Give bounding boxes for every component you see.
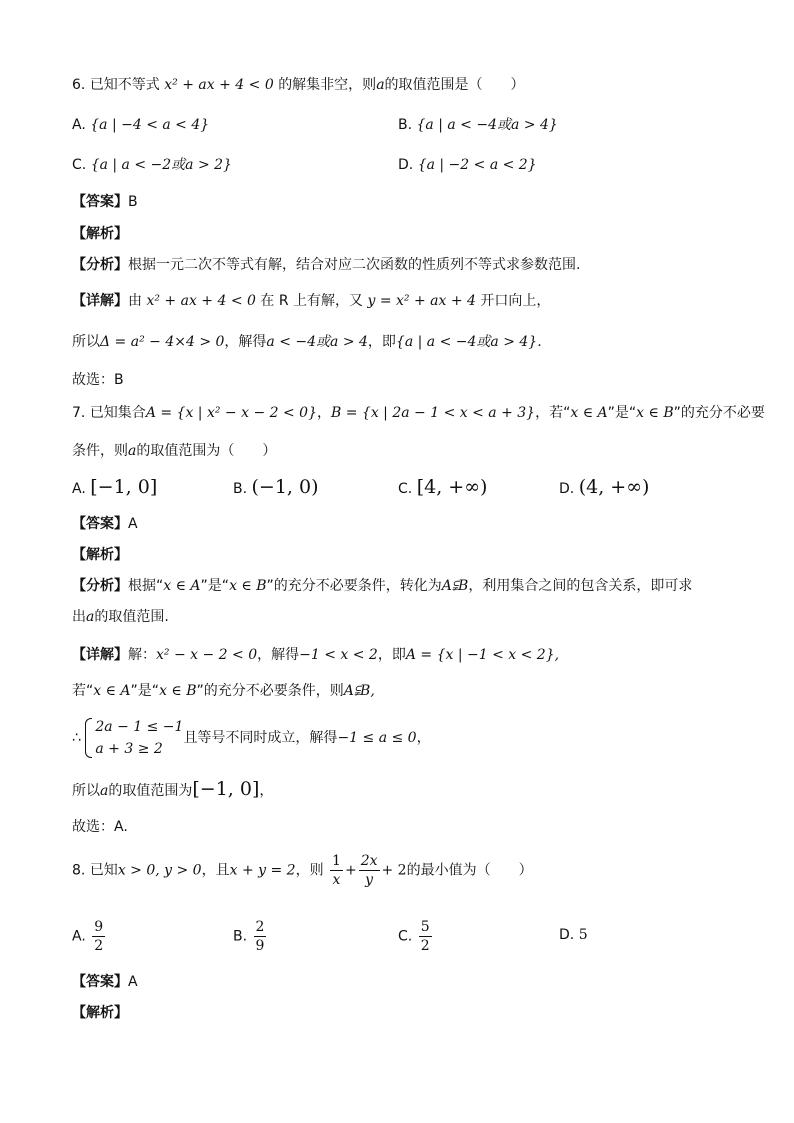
q7-stem-line1: 7. 已知集合A = {x | x² − x − 2 < 0}，B = {x | 2a − 1 < x < a + 3}，若“x ∈ A”是“x ∈ B”的充分不必要 <box>72 405 765 421</box>
q6-inequality: x² + ax + 4 < 0 <box>164 77 274 93</box>
q7-system: ∴ 2a − 1 ≤ −1 a + 3 ≥ 2 且等号不同时成立，解得−1 ≤ a ≤ 0， <box>72 716 431 760</box>
q7-xiangjie-line1: 【详解】解：x² − x − 2 < 0，解得−1 < x < 2，即A = {x | −1 < x < 2}, <box>72 647 560 663</box>
q7-option-b: B. (−1, 0) <box>233 476 319 498</box>
fraction: $\frac{5}{2}$ <box>420 919 430 954</box>
q8-option-d: D. 5 <box>559 927 588 943</box>
q8-option-a: A. $\frac{9}{2}$ <box>72 919 104 954</box>
q6-answer: 【答案】B <box>72 194 138 210</box>
q8-number: 8. <box>72 862 86 879</box>
fraction: $\frac{2}{9}$ <box>255 919 265 954</box>
q7-fenxi-line1: 【分析】根据“x ∈ A”是“x ∈ B”的充分不必要条件，转化为A⫋B，利用集合之间的包含关系，即可求 <box>72 578 693 594</box>
q8-answer: 【答案】A <box>72 974 138 990</box>
fraction-2x-over-y: $\frac{2x}{y}$ <box>360 853 378 888</box>
q7-option-c: C. [4, +∞) <box>398 476 488 498</box>
q6-option-a: A. {a | −4 < a < 4} <box>72 117 210 133</box>
q7-option-a: A. [−1, 0] <box>72 476 158 498</box>
therefore-symbol: ∴ <box>72 730 81 746</box>
q8-stem: 8. 已知x > 0, y > 0，且x + y = 2，则 $\frac{1}{x}$ + $\frac{2x}{y}$ + 2的最小值为（ ） <box>72 853 533 888</box>
q7-choose: 故选：A. <box>72 819 128 835</box>
q6-stem: 6. 已知不等式 x² + ax + 4 < 0 的解集非空，则a的取值范围是（ ） <box>72 77 525 93</box>
inequality-system: 2a − 1 ≤ −1 a + 3 ≥ 2 <box>85 716 183 760</box>
q8-option-c: C. $\frac{5}{2}$ <box>398 919 430 954</box>
q6-option-d: D. {a | −2 < a < 2} <box>398 157 537 173</box>
q7-set-b: B = {x | 2a − 1 < x < a + 3} <box>331 405 536 421</box>
q7-stem-line2: 条件，则a的取值范围为（ ） <box>72 443 277 459</box>
q7-result: 所以a的取值范围为[−1, 0]， <box>72 778 274 800</box>
q6-xiangjie-line2: 所以Δ = a² − 4×4 > 0，解得a < −4或a > 4，即{a | a < −4或a > 4}. <box>72 334 542 350</box>
q6-xiangjie-line1: 【详解】由 x² + ax + 4 < 0 在 R 上有解，又 y = x² + ax + 4 开口向上， <box>72 293 551 309</box>
q8-analysis-heading: 【解析】 <box>72 1005 128 1021</box>
q7-xiangjie-line2: 若“x ∈ A”是“x ∈ B”的充分不必要条件，则A⫋B, <box>72 683 375 699</box>
q8-option-b: B. $\frac{2}{9}$ <box>233 919 265 954</box>
q6-number: 6. <box>72 77 86 93</box>
fraction-one-over-x: $\frac{1}{x}$ <box>332 853 341 888</box>
q7-set-a: A = {x | x² − x − 2 < 0} <box>145 405 317 421</box>
q6-choose: 故选：B <box>72 372 124 388</box>
fraction: $\frac{9}{2}$ <box>94 919 104 954</box>
q6-option-b: B. {a | a < −4或a > 4} <box>398 117 558 133</box>
q7-option-d: D. (4, +∞) <box>559 476 650 498</box>
q6-fenxi: 【分析】根据一元二次不等式有解，结合对应二次函数的性质列不等式求参数范围. <box>72 257 581 273</box>
q7-fenxi-line2: 出a的取值范围. <box>72 609 169 625</box>
q6-analysis-heading: 【解析】 <box>72 226 128 242</box>
q7-answer: 【答案】A <box>72 516 138 532</box>
q7-number: 7. <box>72 405 86 421</box>
q7-analysis-heading: 【解析】 <box>72 547 128 563</box>
q6-option-c: C. {a | a < −2或a > 2} <box>72 157 232 173</box>
